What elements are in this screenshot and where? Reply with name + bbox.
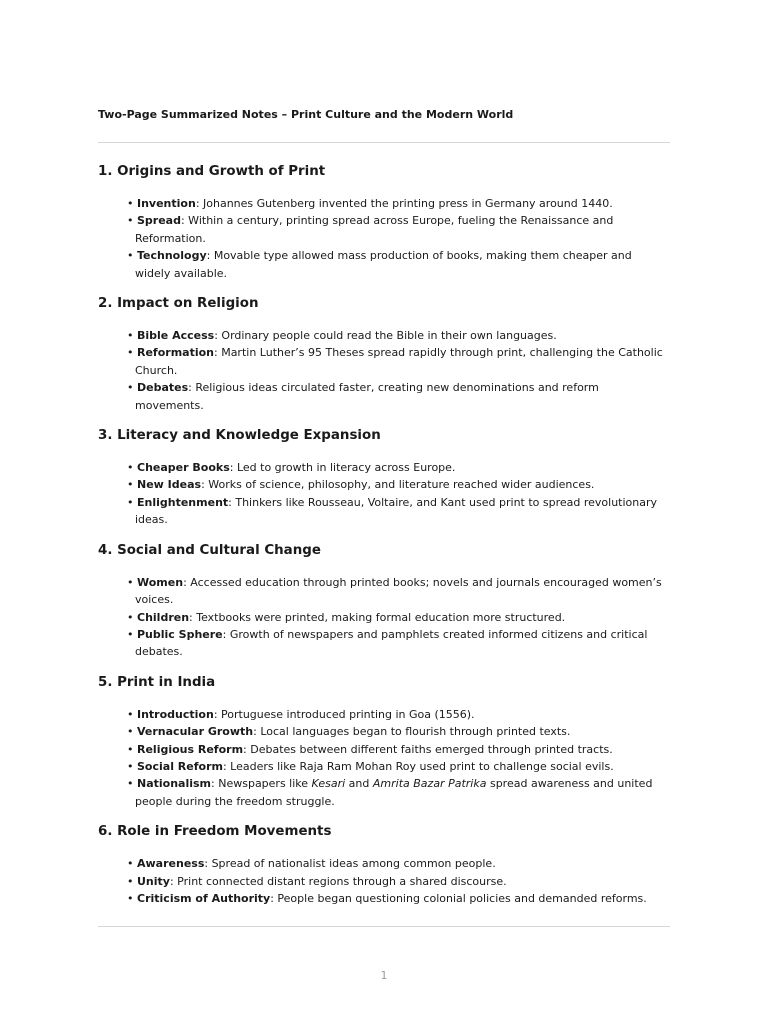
document-title: Two-Page Summarized Notes – Print Culture and the Modern World xyxy=(98,108,514,121)
item-text: : Johannes Gutenberg invented the printing press in Germany around 1440. xyxy=(195,197,613,210)
section-freedom-movements xyxy=(98,823,670,907)
item-term: Social Reform xyxy=(137,759,223,773)
section-print-in-india xyxy=(98,674,670,810)
list-item: • Nationalism: Newspapers like Kesari and Amrita Bazar Patrika spread awareness and united people during the freedom struggle. xyxy=(127,777,653,808)
item-text: spread awareness and united people during the freedom struggle. xyxy=(135,777,653,808)
bullet-list xyxy=(98,855,670,907)
item-term: Invention xyxy=(137,197,196,210)
item-text: : Portuguese introduced printing in Goa (1556). xyxy=(213,707,475,721)
list-item: • Introduction: Portuguese introduced printing in Goa (1556). xyxy=(127,707,475,721)
item-term: Debates xyxy=(137,381,189,395)
item-term: Spread xyxy=(137,214,181,228)
item-text: : Works of science, philosophy, and literature reached wider audiences. xyxy=(201,478,595,492)
item-term: Vernacular Growth xyxy=(137,725,254,739)
bullet-list xyxy=(98,327,670,414)
item-term: Criticism of Authority xyxy=(137,891,271,905)
list-item: • Criticism of Authority: People began questioning colonial policies and demanded reforms. xyxy=(127,891,647,905)
bullet-list xyxy=(98,574,670,661)
item-text: : Debates between different faiths emerged through printed tracts. xyxy=(243,742,613,756)
list-item: • Public Sphere: Growth of newspapers and pamphlets created informed citizens and critical debates. xyxy=(127,627,648,659)
list-item: • Technology: Movable type allowed mass production of books, making them cheaper and widely available. xyxy=(127,249,632,280)
item-text: : Religious ideas circulated faster, creating new denominations and reform movements. xyxy=(135,381,599,412)
item-text: : Thinkers like Rousseau, Voltaire, and Kant used print to spread revolutionary ideas. xyxy=(135,495,658,527)
list-item: • Unity: Print connected distant regions through a shared discourse. xyxy=(127,874,507,888)
item-term: Cheaper Books xyxy=(137,461,230,475)
item-term: Bible Access xyxy=(137,329,215,343)
list-item: • Cheaper Books: Led to growth in literacy across Europe. xyxy=(127,461,456,475)
item-term: Reformation xyxy=(137,346,214,360)
item-text: : Growth of newspapers and pamphlets created informed citizens and critical debates. xyxy=(135,627,648,659)
item-term: Unity xyxy=(137,874,170,888)
item-term: Enlightenment xyxy=(137,495,229,509)
item-term: Women xyxy=(137,575,184,589)
item-term: New Ideas xyxy=(137,478,202,492)
item-text: : Print connected distant regions through a shared discourse. xyxy=(169,874,507,888)
item-term: Technology xyxy=(137,249,207,263)
list-item: • Awareness: Spread of nationalist ideas among common people. xyxy=(127,857,496,871)
section-heading: 6. Role in Freedom Movements xyxy=(98,824,332,840)
newspaper-name: Amrita Bazar Patrika xyxy=(372,777,487,791)
item-term: Nationalism xyxy=(137,777,212,791)
list-item: • Social Reform: Leaders like Raja Ram Mohan Roy used print to challenge social evils. xyxy=(127,759,614,773)
list-item: • New Ideas: Works of science, philosophy, and literature reached wider audiences. xyxy=(127,478,595,492)
top-divider xyxy=(98,142,670,143)
list-item: • Invention: Johannes Gutenberg invented the printing press in Germany around 1440. xyxy=(127,197,613,210)
section-social-change xyxy=(98,542,670,661)
section-heading: 4. Social and Cultural Change xyxy=(98,542,321,558)
item-term: Awareness xyxy=(137,857,205,871)
list-item: • Debates: Religious ideas circulated faster, creating new denominations and reform movements. xyxy=(127,381,599,412)
section-heading: 2. Impact on Religion xyxy=(98,296,259,312)
item-text: : Accessed education through printed books; novels and journals encouraged women’s voices. xyxy=(135,575,662,607)
item-text: : Spread of nationalist ideas among common people. xyxy=(204,857,496,871)
list-item: • Women: Accessed education through printed books; novels and journals encouraged women’s voices. xyxy=(127,575,662,607)
item-text: : Martin Luther’s 95 Theses spread rapidly through print, challenging the Catholic Church. xyxy=(135,346,663,377)
section-heading: 1. Origins and Growth of Print xyxy=(98,164,326,179)
bottom-divider xyxy=(98,926,670,927)
item-text: : Led to growth in literacy across Europe. xyxy=(229,461,456,475)
item-text: : Local languages began to flourish through printed texts. xyxy=(253,725,571,739)
list-item: • Vernacular Growth: Local languages began to flourish through printed texts. xyxy=(127,725,571,739)
item-text: : Ordinary people could read the Bible in their own languages. xyxy=(214,329,557,343)
bullet-list xyxy=(98,459,670,529)
list-item: • Enlightenment: Thinkers like Rousseau, Voltaire, and Kant used print to spread revolutionary ideas. xyxy=(127,495,658,527)
section-literacy xyxy=(98,427,670,529)
item-term: Children xyxy=(137,610,190,624)
page-number: 1 xyxy=(380,969,388,982)
item-text: : Within a century, printing spread across Europe, fueling the Renaissance and Reformation. xyxy=(135,214,614,245)
item-text: : Leaders like Raja Ram Mohan Roy used print to challenge social evils. xyxy=(222,759,614,773)
newspaper-name: Kesari xyxy=(311,777,346,791)
item-term: Introduction xyxy=(137,707,214,721)
item-term: Public Sphere xyxy=(137,627,223,641)
bullet-list xyxy=(98,195,670,282)
item-text: : People began questioning colonial policies and demanded reforms. xyxy=(270,891,647,905)
list-item: • Religious Reform: Debates between different faiths emerged through printed tracts. xyxy=(127,742,613,756)
section-heading: 3. Literacy and Knowledge Expansion xyxy=(98,428,381,444)
section-origins xyxy=(98,163,670,282)
document-page xyxy=(98,108,670,927)
list-item: • Reformation: Martin Luther’s 95 Theses spread rapidly through print, challenging the Catholic Church. xyxy=(127,346,663,377)
item-text: : Textbooks were printed, making formal education more structured. xyxy=(189,610,566,624)
section-heading: 5. Print in India xyxy=(98,674,216,690)
list-item: • Bible Access: Ordinary people could read the Bible in their own languages. xyxy=(127,329,557,343)
list-item: • Spread: Within a century, printing spread across Europe, fueling the Renaissance and Reformation. xyxy=(127,214,614,245)
item-text: : Newspapers like xyxy=(211,777,312,791)
list-item: • Children: Textbooks were printed, making formal education more structured. xyxy=(127,610,566,624)
item-text: and xyxy=(345,777,373,791)
item-text: : Movable type allowed mass production of books, making them cheaper and widely available. xyxy=(135,249,632,280)
bullet-list xyxy=(98,706,670,810)
section-religion xyxy=(98,295,670,414)
item-term: Religious Reform xyxy=(137,742,244,756)
